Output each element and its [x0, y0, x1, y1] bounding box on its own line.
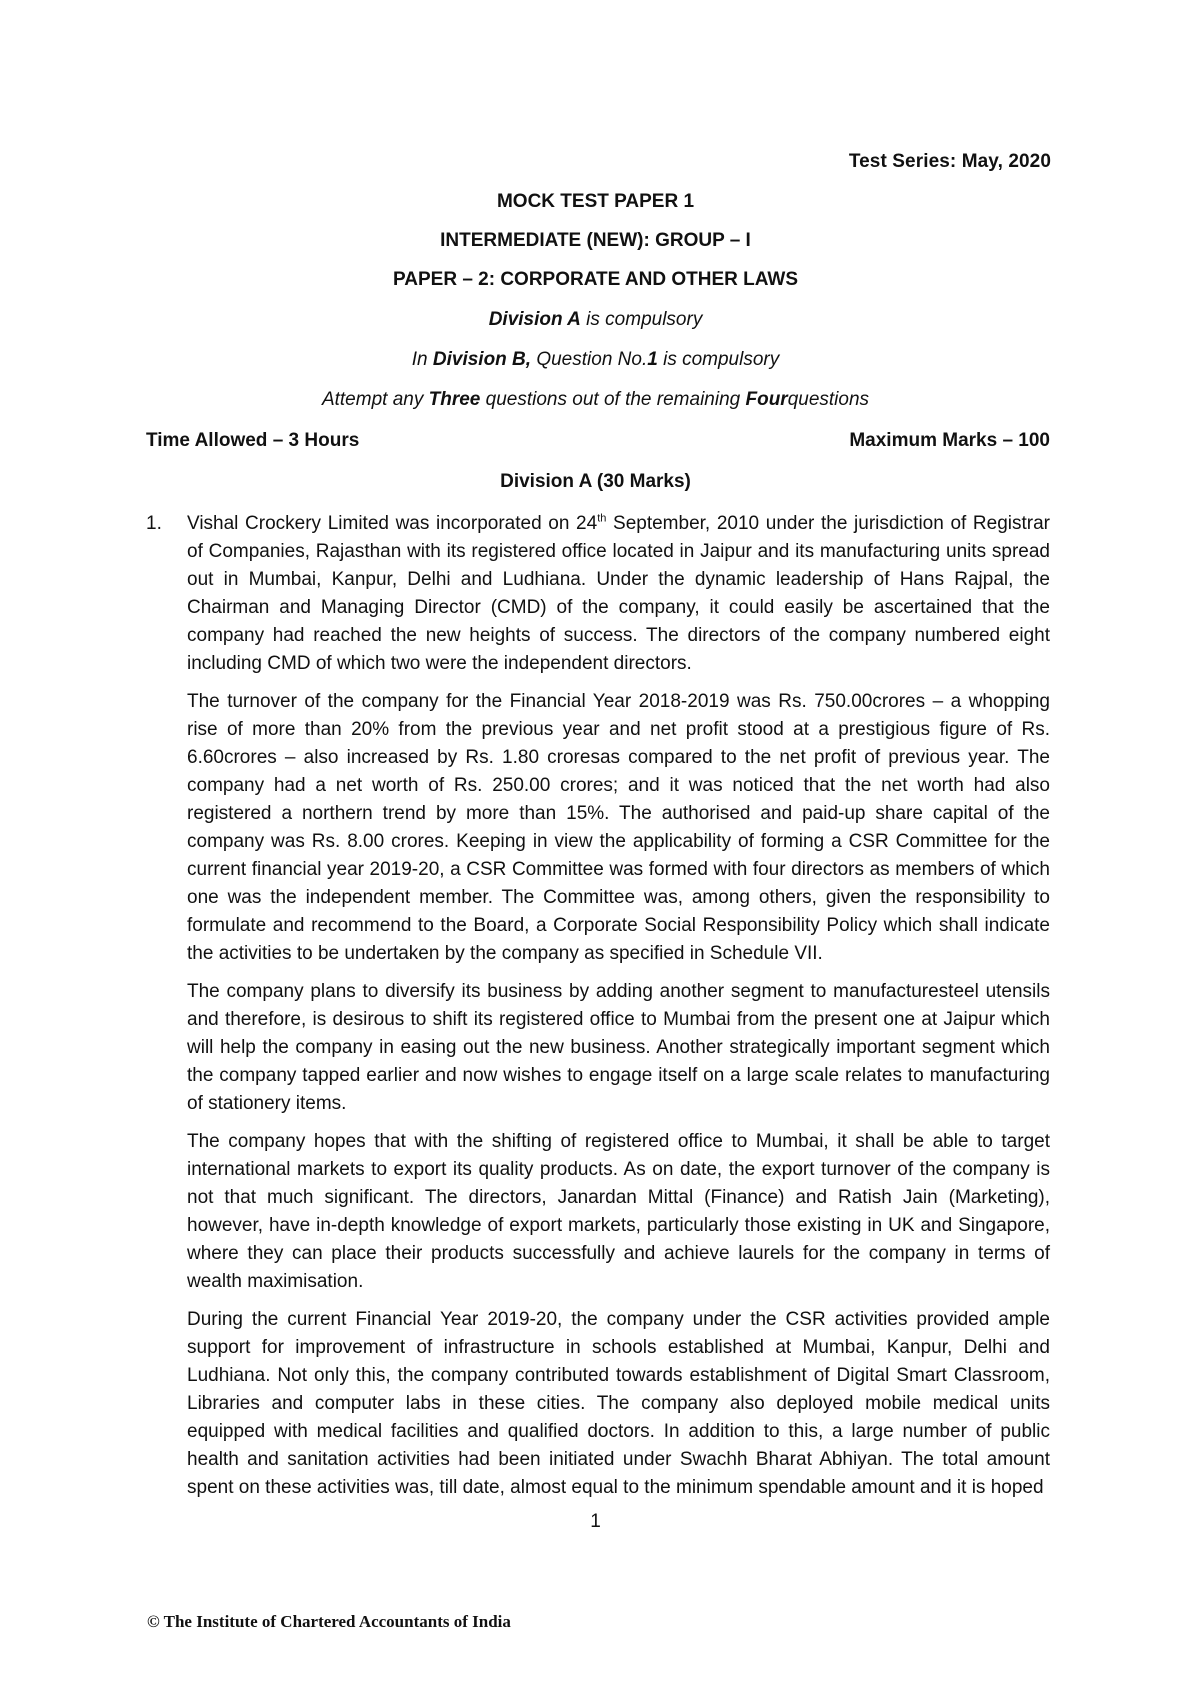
paper-subject: PAPER – 2: CORPORATE AND OTHER LAWS [392, 269, 798, 290]
test-series-label: Test Series: May, 2020 [848, 151, 1051, 172]
instruction-division-a [0, 306, 1191, 334]
division-heading: Division A (30 Marks) [500, 471, 691, 492]
question-number: 1. [146, 513, 162, 534]
instruction-division-b-rest: is compulsory [657, 349, 780, 370]
instruction-division-b [0, 346, 1191, 374]
instruction-attempt-bold: Three [428, 389, 481, 410]
copyright-footer: © The Institute of Chartered Accountants of India [147, 1612, 511, 1631]
instruction-division-a-text: is compulsory [580, 309, 703, 330]
paragraph-1-rest: September, 2010 under the jurisdiction of Registrar of Companies, Rajasthan with its registered office located in Jaipur and its manufacturing units spread out in Mumbai, Kanpur, Delhi and Ludhiana. Under the dynamic leadership of Hans Rajpal, the Chairman and Managing Director (CMD) of the company, it could easily be ascertained that the company had reached the new heights of success. The directors of the company numbered eight including CMD of which two were the independent directors. [187, 513, 1051, 674]
question-paragraph-1 [187, 510, 1050, 678]
paragraph-1-start: Vishal Crockery Limited was incorporated on 24 [187, 513, 598, 534]
maximum-marks: Maximum Marks – 100 [849, 430, 1050, 451]
ordinal-suffix: th [597, 512, 607, 525]
instruction-division-b-pre: In [411, 349, 433, 370]
instruction-attempt-rest: questions [787, 389, 870, 410]
instruction-division-b-number: 1 [647, 349, 658, 370]
instruction-attempt-bold2: Four [745, 389, 788, 410]
instruction-attempt-pre: Attempt any [321, 389, 429, 410]
question-paragraph-2: The turnover of the company for the Financial Year 2018-2019 was Rs. 750.00crores – a whopping rise of more than 20% from the previous year and net profit stood at a prestigious figure of Rs. 6.60crores – also increased by Rs. 1.80 croresas compared to the net profit of previous year. The company had a net worth of Rs. 250.00 crores; and it was noticed that the net worth had also registered a northern trend by more than 15%. The authorised and paid-up share capital of the company was Rs. 8.00 crores. Keeping in view the applicability of forming a CSR Committee for the current financial year 2019-20, a CSR Committee was formed with four directors as members of which one was the independent member. The Committee was, among others, given the responsibility to formulate and recommend to the Board, a Corporate Social Responsibility Policy which shall indicate the activities to be undertaken by the company as specified in Schedule VII. [187, 691, 1050, 964]
instruction-division-b-bold: Division B, [432, 349, 532, 370]
instruction-division-a-bold: Division A [488, 309, 581, 330]
instruction-attempt-mid: questions out of the remaining [480, 389, 746, 410]
instruction-division-b-mid: Question No. [531, 349, 648, 370]
group-title: INTERMEDIATE (NEW): GROUP – I [440, 230, 751, 251]
instruction-attempt [0, 386, 1191, 414]
question-paragraph-4: The company hopes that with the shifting of registered office to Mumbai, it shall be able to target international markets to export its quality products. As on date, the export turnover of the company is not that much significant. The directors, Janardan Mittal (Finance) and Ratish Jain (Marketing), however, have in-depth knowledge of export markets, particularly those existing in UK and Singapore, where they can place their products successfully and achieve laurels for the company in terms of wealth maximisation. [187, 1131, 1050, 1292]
question-body [187, 510, 1050, 1502]
time-allowed: Time Allowed – 3 Hours [146, 430, 360, 451]
page-number: 1 [590, 1511, 601, 1532]
exam-meta-row [146, 427, 1050, 455]
question-paragraph-3: The company plans to diversify its business by adding another segment to manufacturesteel utensils and therefore, is desirous to shift its registered office to Mumbai from the present one at Jaipur which will help the company in easing out the new business. Another strategically important segment which the company tapped earlier and now wishes to engage itself on a large scale relates to manufacturing of stationery items. [187, 981, 1050, 1114]
question-paragraph-5: During the current Financial Year 2019-20, the company under the CSR activities provided ample support for improvement of infrastructure in schools established at Mumbai, Kanpur, Delhi and Ludhiana. Not only this, the company contributed towards establishment of Digital Smart Classroom, Libraries and computer labs in these cities. The company also deployed mobile medical units equipped with medical facilities and qualified doctors. In addition to this, a large number of public health and sanitation activities had been initiated under Swachh Bharat Abhiyan. The total amount spent on these activities was, till date, almost equal to the minimum spendable amount and it is hoped [187, 1309, 1050, 1498]
question-1 [146, 510, 1050, 1512]
paper-title: MOCK TEST PAPER 1 [496, 191, 695, 212]
